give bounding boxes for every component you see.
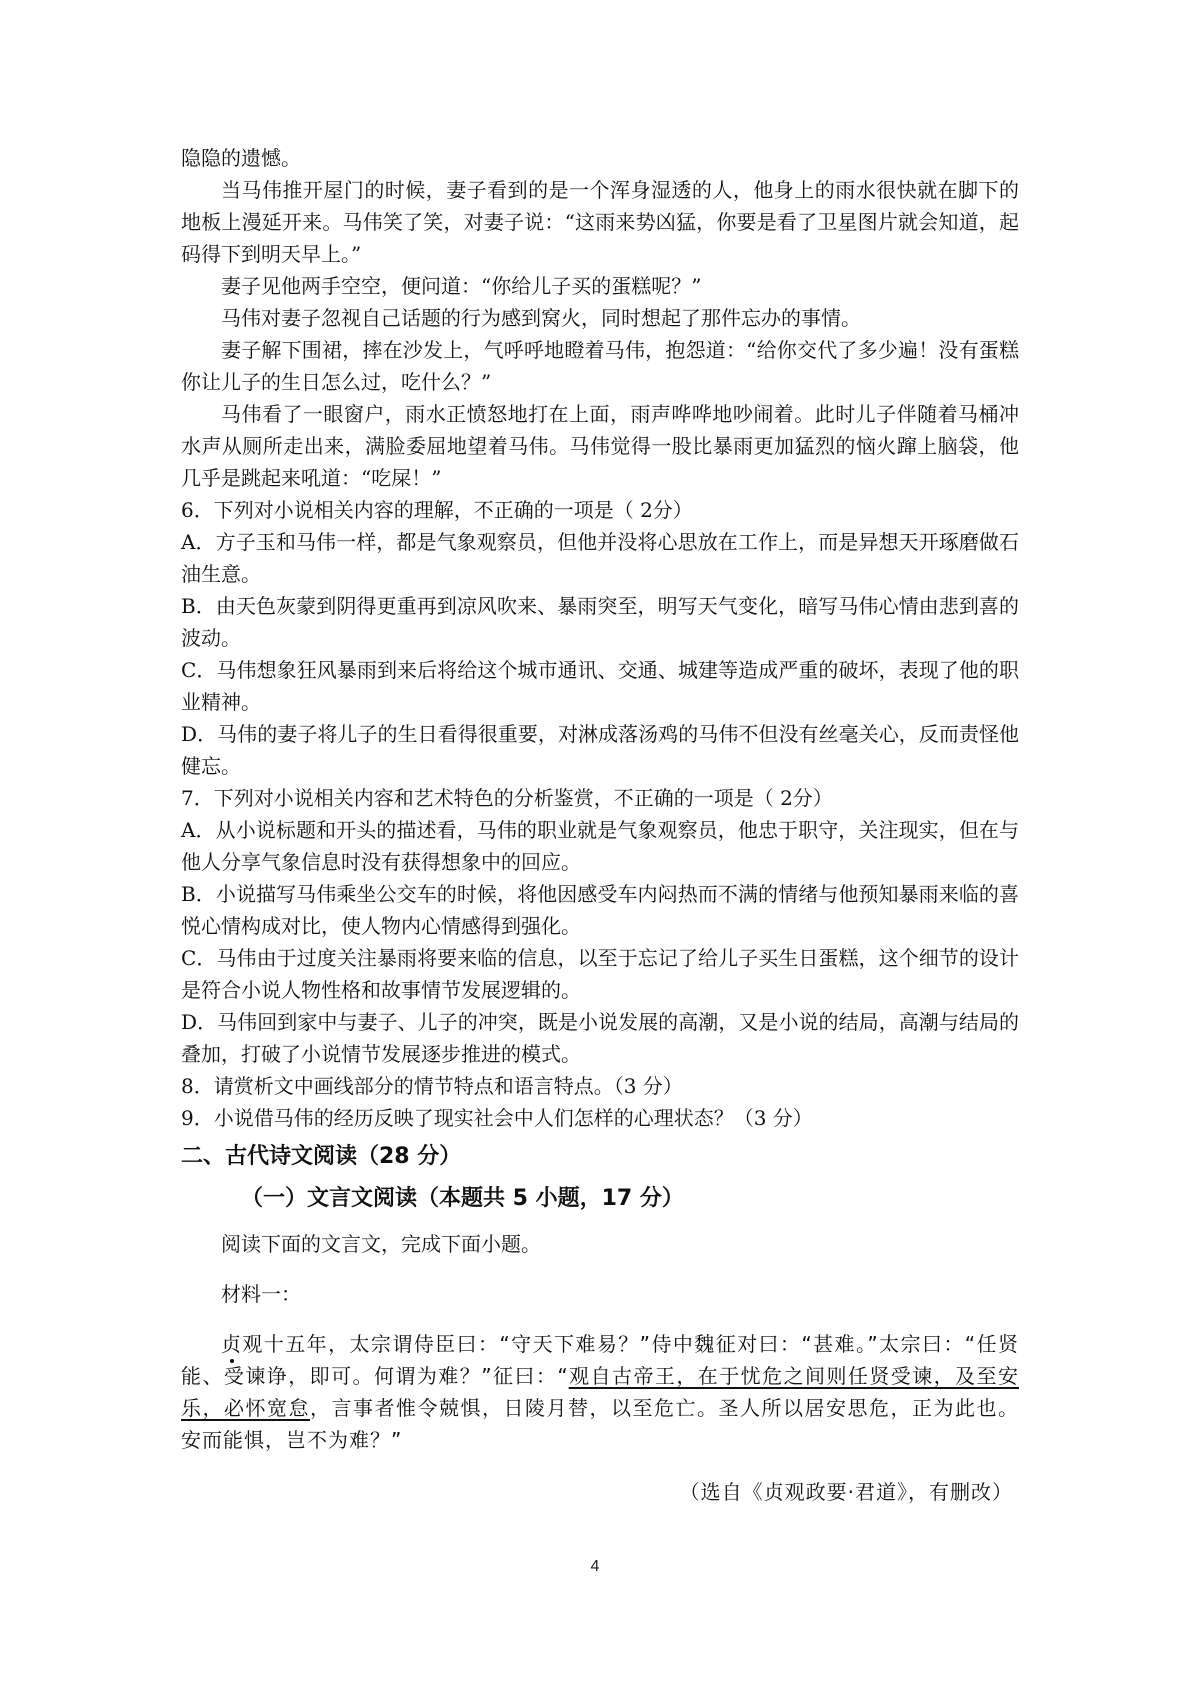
underlined-sentence: 观自古帝王，在于忧危之间则任贤受谏，及至安乐，必怀宽怠 <box>181 1364 1019 1420</box>
question-6-option-a: A．方子玉和马伟一样，都是气象观察员，但他并没将心思放在工作上，而是异想天开琢磨做石油生意。 <box>181 530 1019 586</box>
question-6-stem: 6．下列对小说相关内容的理解，不正确的一项是（ 2分） <box>181 498 693 522</box>
emphasis-dot-char: 贞 <box>221 1332 243 1356</box>
question-6-option-b: B．由天色灰蒙到阴得更重再到凉风吹来、暴雨突至，明写天气变化，暗写马伟心情由悲到喜的波动。 <box>181 594 1019 650</box>
reading-instruction: 阅读下面的文言文，完成下面小题。 <box>221 1232 541 1256</box>
passage-part-2: ，言事者惟令兢惧，日陵月替，以至危亡。圣人所以居安思危，正为此也。安而能惧，岂不为难？” <box>181 1396 1019 1452</box>
question-7-option-c: C．马伟由于过度关注暴雨将要来临的信息，以至于忘记了给儿子买生日蛋糕，这个细节的设计是符合小说人物性格和故事情节发展逻辑的。 <box>181 946 1019 1002</box>
story-paragraph-5: 马伟看了一眼窗户，雨水正愤怒地打在上面，雨声哗哗地吵闹着。此时儿子伴随着马桶冲水声从厕所走出来，满脸委屈地望着马伟。马伟觉得一股比暴雨更加猛烈的恼火蹿上脑袋，他几乎是跳起来吼道：“吃屎！” <box>181 402 1019 490</box>
question-6-option-d: D．马伟的妻子将儿子的生日看得很重要，对淋成落汤鸡的马伟不但没有丝毫关心，反而责怪他健忘。 <box>181 722 1019 778</box>
question-7-stem: 7．下列对小说相关内容和艺术特色的分析鉴赏，不正确的一项是（ 2分） <box>181 786 833 810</box>
question-9: 9．小说借马伟的经历反映了现实社会中人们怎样的心理状态？（3 分） <box>181 1106 813 1130</box>
story-paragraph-1: 当马伟推开屋门的时候，妻子看到的是一个浑身湿透的人，他身上的雨水很快就在脚下的地板上漫延开来。马伟笑了笑，对妻子说：“这雨来势凶猛，你要是看了卫星图片就会知道，起码得下到明天早上。” <box>181 178 1019 266</box>
material-1-source: （选自《贞观政要·君道》，有删改） <box>679 1480 1013 1504</box>
material-1-label: 材料一： <box>221 1282 301 1306</box>
story-paragraph-3: 马伟对妻子忽视自己话题的行为感到窝火，同时想起了那件忘办的事情。 <box>221 306 861 330</box>
classical-passage <box>181 1328 1019 1456</box>
page-content <box>181 142 1019 1508</box>
page-number: 4 <box>590 1558 600 1575</box>
question-7-option-a: A．从小说标题和开头的描述看，马伟的职业就是气象观察员，他忠于职守，关注现实，但在与他人分享气象信息时没有获得想象中的回应。 <box>181 818 1019 874</box>
question-8: 8．请赏析文中画线部分的情节特点和语言特点。（3 分） <box>181 1074 683 1098</box>
question-6-option-c: C．马伟想象狂风暴雨到来后将给这个城市通讯、交通、城建等造成严重的破坏，表现了他的职业精神。 <box>181 658 1019 714</box>
section-2-subtitle: （一）文言文阅读（本题共 5 小题，17 分） <box>241 1186 684 1211</box>
question-7-option-d: D．马伟回到家中与妻子、儿子的冲突，既是小说发展的高潮，又是小说的结局，高潮与结局的叠加，打破了小说情节发展逐步推进的模式。 <box>181 1010 1019 1066</box>
question-7 <box>181 782 1019 1070</box>
passage-part-1: 观十五年，太宗谓侍臣曰：“守天下难易？”侍中魏征对曰：“甚难。”太宗曰：“任贤能、受谏诤，即可。何谓为难？”征曰：“ <box>181 1332 1020 1388</box>
question-7-option-b: B．小说描写马伟乘坐公交车的时候，将他因感受车内闷热而不满的情绪与他预知暴雨来临的喜悦心情构成对比，使人物内心情感得到强化。 <box>181 882 1019 938</box>
question-6 <box>181 494 1019 782</box>
section-2-title: 二、古代诗文阅读（28 分） <box>181 1144 462 1169</box>
story-paragraph-2: 妻子见他两手空空，便问道：“你给儿子买的蛋糕呢？” <box>221 274 702 298</box>
material-1-text <box>181 1328 1019 1456</box>
story-paragraph-4: 妻子解下围裙，摔在沙发上，气呼呼地瞪着马伟，抱怨道：“给你交代了多少遍！没有蛋糕你让儿子的生日怎么过，吃什么？” <box>181 338 1019 394</box>
story-paragraph-0: 隐隐的遗憾。 <box>181 146 301 170</box>
